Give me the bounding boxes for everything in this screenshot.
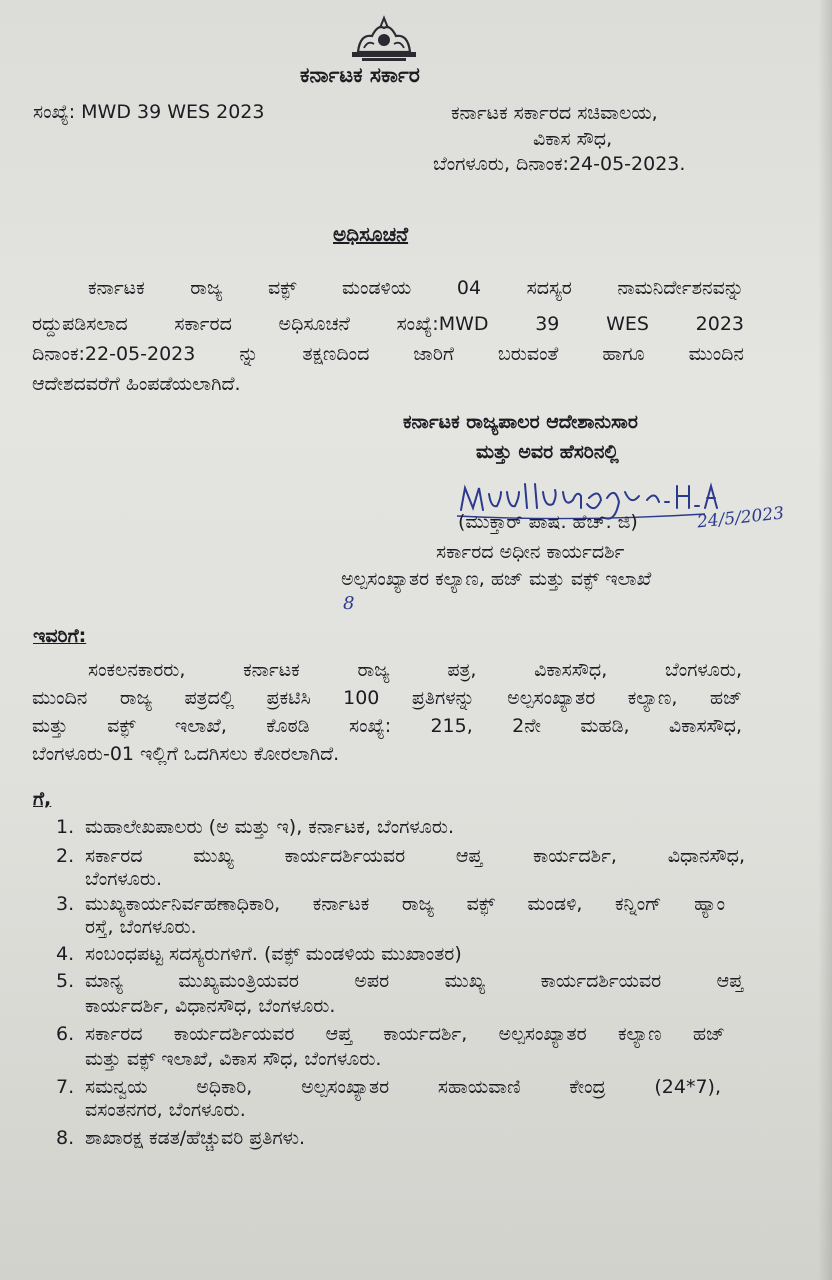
copy-item-number: 7. xyxy=(56,1076,75,1098)
copy-item-text: ರಸ್ತೆ, ಬೆಂಗಳೂರು. xyxy=(85,916,197,938)
reference-number: ಸಂಖ್ಯೆ: MWD 39 WES 2023 xyxy=(33,101,265,123)
copy-item-number: 6. xyxy=(56,1023,75,1045)
govt-header: ಕರ್ನಾಟಕ ಸರ್ಕಾರ xyxy=(300,63,420,87)
copy-item-text: ವಸಂತನಗರ, ಬೆಂಗಳೂರು. xyxy=(85,1099,246,1121)
state-emblem-icon xyxy=(344,14,424,64)
copy-item-number: 4. xyxy=(56,943,75,965)
to-line-1: ಸಂಕಲನಕಾರರು, ಕರ್ನಾಟಕ ರಾಜ್ಯ ಪತ್ರ, ವಿಕಾಸಸೌಧ, ಬೆಂಗಳೂರು, xyxy=(88,659,742,681)
copy-item-number: 1. xyxy=(56,816,75,838)
signature-date: 24/5/2023 xyxy=(696,503,785,533)
copy-item-text: ಮಾನ್ಯ ಮುಖ್ಯಮಂತ್ರಿಯವರ ಅಪರ ಮುಖ್ಯ ಕಾರ್ಯದರ್ಶಿಯವರ ಆಪ್ತ xyxy=(85,970,743,992)
copy-item-text: ಬೆಂಗಳೂರು. xyxy=(85,868,163,890)
signatory-designation: ಸರ್ಕಾರದ ಅಧೀನ ಕಾರ್ಯದರ್ಶಿ xyxy=(436,541,625,563)
copy-item-text: ಸಮನ್ವಯ ಅಧಿಕಾರಿ, ಅಲ್ಪಸಂಖ್ಯಾತರ ಸಹಾಯವಾಣಿ ಕೇಂದ್ರ (24*7), xyxy=(85,1076,721,1098)
copy-label: ಗೆ, xyxy=(33,788,52,810)
authority-line-1: ಕರ್ನಾಟಕ ರಾಜ್ಯಪಾಲರ ಆದೇಶಾನುಸಾರ xyxy=(403,411,638,433)
office-date-line: ಬೆಂಗಳೂರು, ದಿನಾಂಕ:24-05-2023. xyxy=(433,153,686,175)
copy-item-text: ಮಹಾಲೇಖಪಾಲರು (ಅ ಮತ್ತು ಇ), ಕರ್ನಾಟಕ, ಬೆಂಗಳೂರು. xyxy=(85,816,455,838)
office-line-2: ವಿಕಾಸ ಸೌಧ, xyxy=(533,128,613,150)
notification-title: ಅಧಿಸೂಚನೆ xyxy=(333,222,409,246)
ink-mark: 8 xyxy=(343,593,355,614)
body-line-3: ದಿನಾಂಕ:22-05-2023 ನ್ನು ತಕ್ಷಣದಿಂದ ಜಾರಿಗೆ ಬರುವಂತೆ ಹಾಗೂ ಮುಂದಿನ xyxy=(32,343,744,365)
to-line-4: ಬೆಂಗಳೂರು-01 ಇಲ್ಲಿಗೆ ಒದಗಿಸಲು ಕೋರಲಾಗಿದೆ. xyxy=(32,743,340,765)
copy-item-number: 2. xyxy=(56,845,75,867)
signatory-department: ಅಲ್ಪಸಂಖ್ಯಾತರ ಕಲ್ಯಾಣ, ಹಜ್ ಮತ್ತು ವಕ್ಫ್ ಇಲಾಖೆ xyxy=(341,568,652,590)
page-edge-shadow xyxy=(818,0,832,1280)
to-line-3: ಮತ್ತು ವಕ್ಫ್ ಇಲಾಖೆ, ಕೊಠಡಿ ಸಂಖ್ಯೆ: 215, 2ನೇ ಮಹಡಿ, ವಿಕಾಸಸೌಧ, xyxy=(32,715,742,737)
signatory-name: (ಮುಕ್ತಾರ್ ಪಾಷ. ಹೆಚ್. ಜಿ) xyxy=(458,511,638,533)
copy-item-text: ಶಾಖಾರಕ್ಷ ಕಡತ/ಹೆಚ್ಚುವರಿ ಪ್ರತಿಗಳು. xyxy=(85,1127,306,1149)
body-line-2: ರದ್ದುಪಡಿಸಲಾದ ಸರ್ಕಾರದ ಅಧಿಸೂಚನೆ ಸಂಖ್ಯೆ:MWD 39 WES 2023 xyxy=(32,313,744,335)
body-line-4: ಆದೇಶದವರೆಗೆ ಹಿಂಪಡೆಯಲಾಗಿದೆ. xyxy=(32,373,241,395)
copy-item-number: 8. xyxy=(56,1127,75,1149)
copy-item-number: 5. xyxy=(56,970,75,992)
copy-item-text: ಸರ್ಕಾರದ ಕಾರ್ಯದರ್ಶಿಯವರ ಆಪ್ತ ಕಾರ್ಯದರ್ಶಿ, ಅಲ್ಪಸಂಖ್ಯಾತರ ಕಲ್ಯಾಣ ಹಜ್ xyxy=(85,1023,725,1045)
copy-item-text: ಮತ್ತು ವಕ್ಫ್ ಇಲಾಖೆ, ವಿಕಾಸ ಸೌಧ, ಬೆಂಗಳೂರು. xyxy=(85,1048,382,1070)
copy-item-text: ಸರ್ಕಾರದ ಮುಖ್ಯ ಕಾರ್ಯದರ್ಶಿಯವರ ಆಪ್ತ ಕಾರ್ಯದರ್ಶಿ, ವಿಧಾನಸೌಧ, xyxy=(85,845,745,867)
copy-item-number: 3. xyxy=(56,893,75,915)
body-line-1: ಕರ್ನಾಟಕ ರಾಜ್ಯ ವಕ್ಫ್ ಮಂಡಳಿಯ 04 ಸದಸ್ಯರ ನಾಮನಿರ್ದೇಶನವನ್ನು xyxy=(88,277,744,299)
to-label: ಇವರಿಗೆ: xyxy=(33,625,87,647)
copy-item-text: ಕಾರ್ಯದರ್ಶಿ, ವಿಧಾನಸೌಧ, ಬೆಂಗಳೂರು. xyxy=(85,995,336,1017)
authority-line-2: ಮತ್ತು ಅವರ ಹೆಸರಿನಲ್ಲಿ xyxy=(476,441,619,463)
office-line-1: ಕರ್ನಾಟಕ ಸರ್ಕಾರದ ಸಚಿವಾಲಯ, xyxy=(451,102,658,124)
copy-item-text: ಮುಖ್ಯಕಾರ್ಯನಿರ್ವಹಣಾಧಿಕಾರಿ, ಕರ್ನಾಟಕ ರಾಜ್ಯ ವಕ್ಫ್ ಮಂಡಳಿ, ಕನ್ನಿಂಗ್ ಹ್ಯಾಂ xyxy=(85,893,725,915)
to-line-2: ಮುಂದಿನ ರಾಜ್ಯ ಪತ್ರದಲ್ಲಿ ಪ್ರಕಟಿಸಿ 100 ಪ್ರತಿಗಳನ್ನು ಅಲ್ಪಸಂಖ್ಯಾತರ ಕಲ್ಯಾಣ, ಹಜ್ xyxy=(32,687,742,709)
copy-item-text: ಸಂಬಂಧಪಟ್ಟ ಸದಸ್ಯರುಗಳಿಗೆ. (ವಕ್ಫ್ ಮಂಡಳಿಯ ಮುಖಾಂತರ) xyxy=(85,943,462,965)
